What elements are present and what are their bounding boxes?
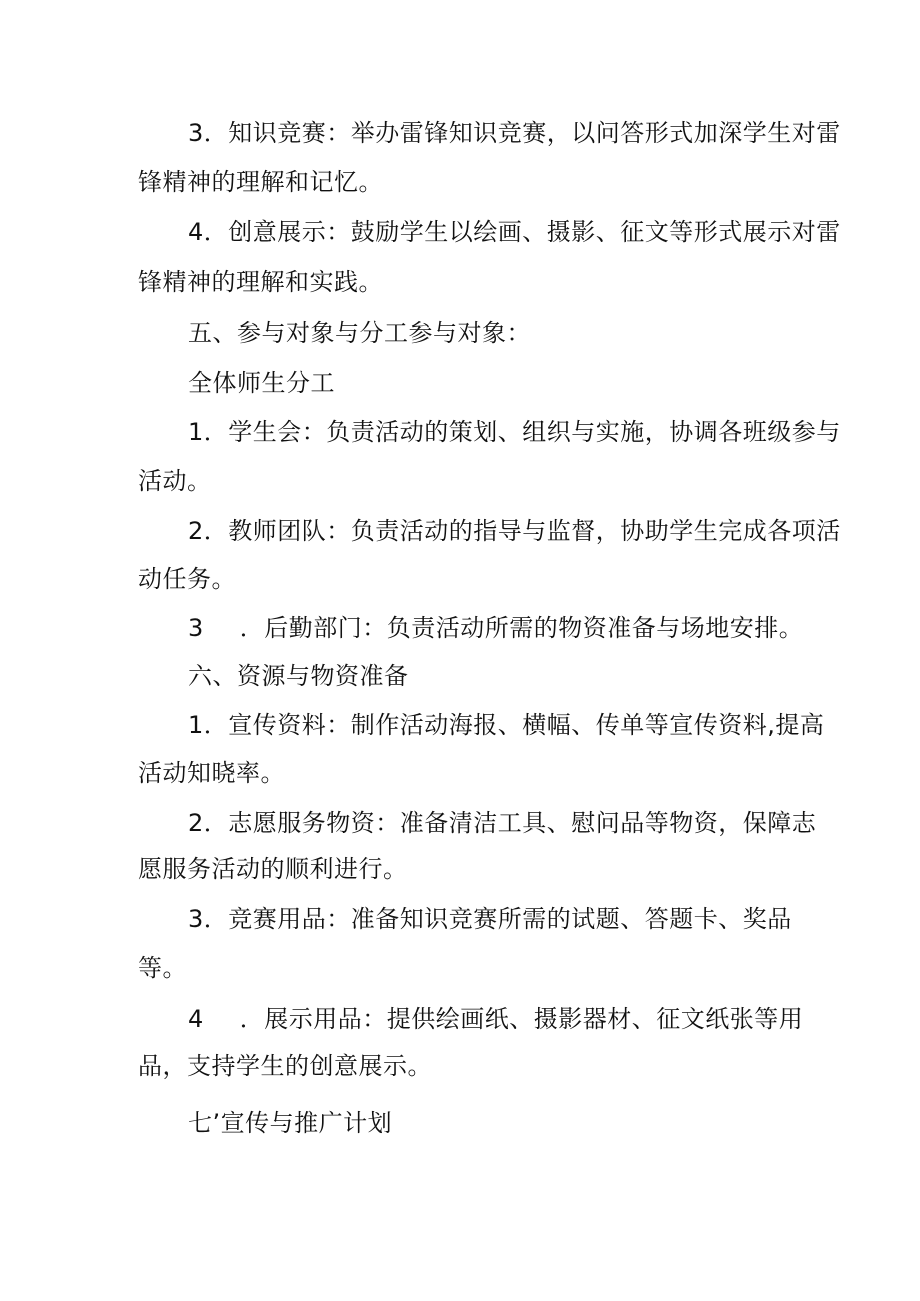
paragraph-line: 等。 [138, 954, 187, 982]
paragraph-line: 锋精神的理解和记忆。 [138, 168, 383, 196]
paragraph-line: 全体师生分工 [188, 369, 335, 397]
paragraph-line: 品，支持学生的创意展示。 [138, 1052, 432, 1080]
section-heading: 六、资源与物资准备 [188, 662, 409, 690]
paragraph-line: 1．学生会：负责活动的策划、组织与实施，协调各班级参与 [188, 418, 841, 446]
paragraph-line: 活动。 [138, 467, 212, 495]
paragraph-line [188, 612, 803, 644]
paragraph-line: 3．竞赛用品：准备知识竞赛所需的试题、答题卡、奖品 [188, 905, 792, 933]
paragraph-line: 3．知识竞赛：举办雷锋知识竞赛，以问答形式加深学生对雷 [188, 119, 841, 147]
section-heading: 五、参与对象与分工参与对象： [188, 319, 531, 347]
paragraph-line: 2．教师团队：负责活动的指导与监督，协助学生完成各项活 [188, 517, 841, 545]
list-number: 4 [188, 1005, 204, 1033]
paragraph-line: 4．创意展示：鼓励学生以绘画、摄影、征文等形式展示对雷 [188, 218, 841, 246]
list-text: ．后勤部门：负责活动所需的物资准备与场地安排。 [239, 614, 804, 642]
list-number: 3 [188, 614, 204, 642]
section-heading: 七’宣传与推广计划 [188, 1109, 393, 1137]
paragraph-line: 动任务。 [138, 565, 236, 593]
paragraph-line: 活动知晓率。 [138, 759, 285, 787]
paragraph-line [188, 1003, 803, 1035]
list-text: ．展示用品：提供绘画纸、摄影器材、征文纸张等用 [239, 1005, 804, 1033]
paragraph-line: 2．志愿服务物资：准备清洁工具、慰问品等物资，保障志 [188, 809, 817, 837]
paragraph-line: 愿服务活动的顺利进行。 [138, 855, 408, 883]
paragraph-line: 锋精神的理解和实践。 [138, 268, 383, 296]
paragraph-line: 1．宣传资料：制作活动海报、横幅、传单等宣传资料,提高 [188, 711, 825, 739]
